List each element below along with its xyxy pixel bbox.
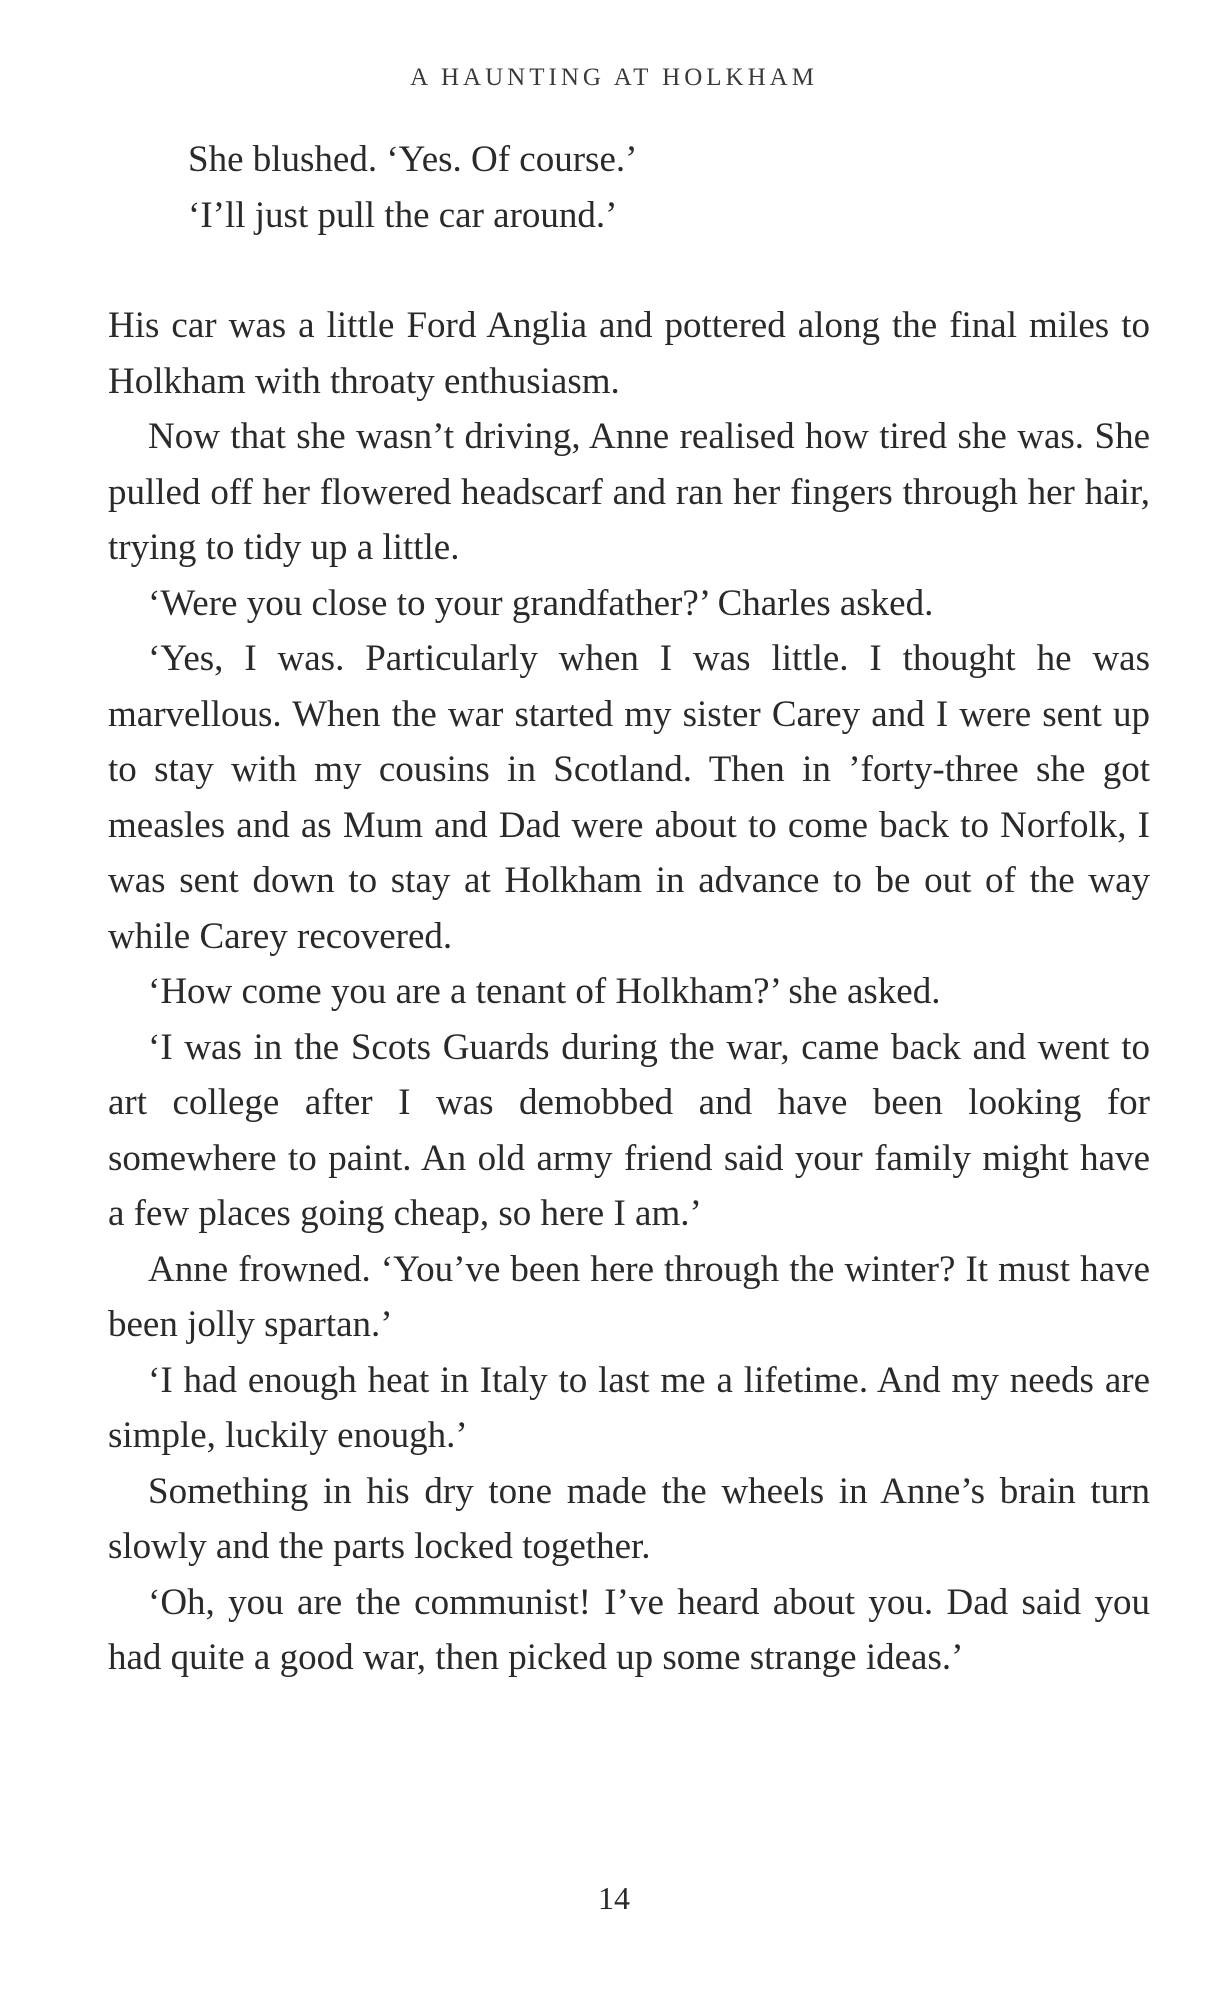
paragraph: She blushed. ‘Yes. Of course.’ [188, 139, 638, 180]
body-text [108, 132, 1150, 1686]
paragraph: Something in his dry tone made the wheels in Anne’s brain turn slowly and the parts locked together. [108, 1470, 1150, 1567]
paragraph: Anne frowned. ‘You’ve been here through the winter? It must have been jolly spartan.’ [108, 1248, 1150, 1345]
paragraph: ‘Were you close to your grandfather?’ Charles asked. [148, 582, 934, 624]
paragraph: ‘I was in the Scots Guards during the war, came back and went to art college after I was demobbed and have been looking for somewhere to paint. An old army friend said your family might have a few places going cheap, so here I am.’ [108, 1026, 1150, 1234]
paragraph: ‘Yes, I was. Particularly when I was little. I thought he was marvellous. When the war started my sister Carey and I were sent up to stay with my cousins in Scotland. Then in ’forty-three she got measles and as Mum and Dad were about to come back to Norfolk, I was sent down to stay at Holkham in advance to be out of the way while Carey recovered. [108, 638, 1150, 957]
section-break [148, 243, 1150, 298]
paragraph: ‘How come you are a tenant of Holkham?’ she asked. [148, 971, 941, 1012]
paragraph: His car was a little Ford Anglia and pottered along the final miles to Holkham with throaty enthusiasm. [108, 305, 1150, 402]
running-head: A HAUNTING AT HOLKHAM [410, 64, 818, 91]
paragraph: ‘I’ll just pull the car around.’ [188, 194, 618, 236]
page-number: 14 [598, 1880, 630, 1916]
paragraph: ‘Oh, you are the communist! I’ve heard about you. Dad said you had quite a good war, then picked up some strange ideas.’ [108, 1581, 1150, 1678]
paragraph: ‘I had enough heat in Italy to last me a lifetime. And my needs are simple, luckily enough.’ [108, 1359, 1150, 1456]
paragraph: Now that she wasn’t driving, Anne realised how tired she was. She pulled off her flowered headscarf and ran her fingers through her hair, trying to tidy up a little. [108, 416, 1150, 568]
